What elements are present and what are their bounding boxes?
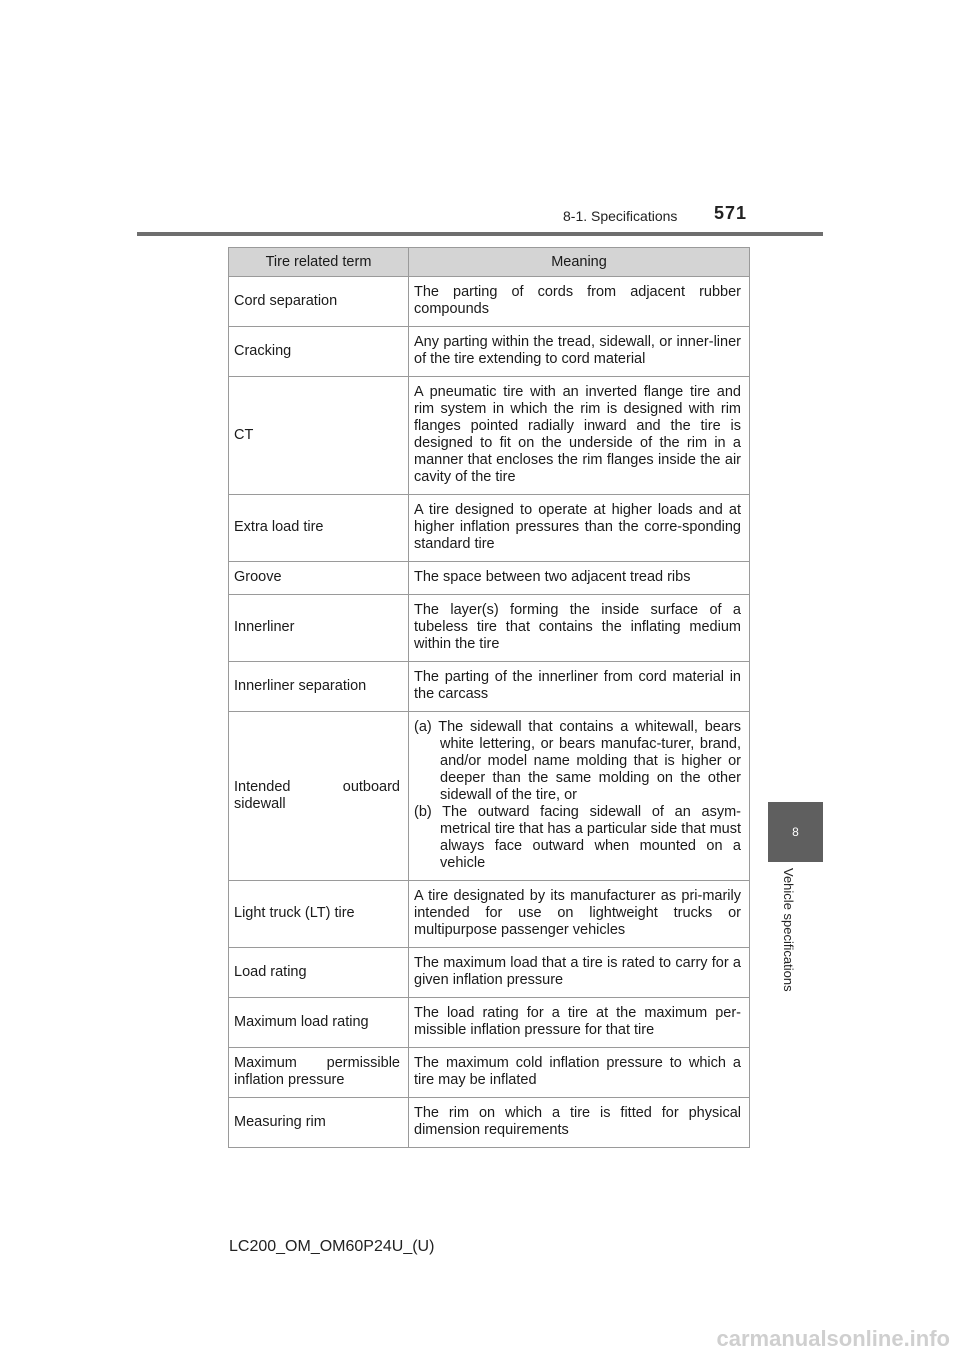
term-line: Intended outboard: [234, 778, 400, 795]
watermark: carmanualsonline.info: [716, 1326, 950, 1351]
column-header-meaning: Meaning: [409, 248, 750, 277]
term-cell: Cracking: [229, 327, 409, 377]
section-title: 8-1. Specifications: [563, 208, 678, 224]
term-cell: Innerliner separation: [229, 662, 409, 712]
term-line: Maximum permissible: [234, 1055, 400, 1071]
tire-terms-table: [228, 247, 750, 1148]
term-cell: Extra load tire: [229, 495, 409, 562]
term-line: inflation pressure: [234, 1072, 345, 1088]
term-cell: Maximum load rating: [229, 998, 409, 1048]
chapter-tab[interactable]: [768, 802, 823, 862]
table-row: [229, 1098, 750, 1148]
table-row: [229, 881, 750, 948]
table-row: [229, 562, 750, 595]
term-cell: Innerliner: [229, 595, 409, 662]
manual-code: LC200_OM_OM60P24U_(U): [229, 1238, 435, 1255]
meaning-cell: Any parting within the tread, sidewall, or inner-liner of the tire extending to cord material: [409, 327, 750, 377]
term-cell: [229, 1048, 409, 1098]
meaning-cell: The space between two adjacent tread ribs: [409, 562, 750, 595]
meaning-list-item: (b) The outward facing sidewall of an asym-metrical tire that has a particular side that must always face outward when mounted on a vehicle: [414, 804, 741, 871]
term-cell: Load rating: [229, 948, 409, 998]
meaning-cell: The parting of the innerliner from cord material in the carcass: [409, 662, 750, 712]
chapter-number: 8: [792, 825, 799, 839]
meaning-cell: A pneumatic tire with an inverted flange tire and rim system in which the rim is designed with rim flanges pointed radially inward and the tire is designed to fit on the underside of the rim in a manner that encloses the rim flanges inside the air cavity of the tire: [409, 377, 750, 495]
column-header-term: Tire related term: [229, 248, 409, 277]
meaning-cell: A tire designated by its manufacturer as pri-marily intended for use on lightweight trucks or multipurpose passenger vehicles: [409, 881, 750, 948]
chapter-title: Vehicle specifications: [781, 868, 796, 992]
meaning-cell: The parting of cords from adjacent rubber compounds: [409, 277, 750, 327]
term-cell: Light truck (LT) tire: [229, 881, 409, 948]
term-cell: Cord separation: [229, 277, 409, 327]
table-row: [229, 327, 750, 377]
meaning-cell: [409, 712, 750, 881]
term-cell: Groove: [229, 562, 409, 595]
term-cell: Measuring rim: [229, 1098, 409, 1148]
meaning-cell: A tire designed to operate at higher loads and at higher inflation pressures than the corre-sponding standard tire: [409, 495, 750, 562]
page-number: 571: [714, 203, 748, 223]
table-row: [229, 1048, 750, 1098]
table-header-row: [229, 248, 750, 277]
term-cell: [229, 712, 409, 881]
header-divider: [137, 232, 823, 236]
meaning-cell: The maximum cold inflation pressure to which a tire may be inflated: [409, 1048, 750, 1098]
table-row: [229, 277, 750, 327]
table-row: [229, 595, 750, 662]
meaning-list-item: (a) The sidewall that contains a whitewall, bears white lettering, or bears manufac-turer, brand, and/or model name molding that is higher or deeper than the same molding on the other sidewall of the tire, or: [414, 719, 741, 803]
table-row: [229, 948, 750, 998]
term-line: sidewall: [234, 795, 286, 812]
table-row: [229, 998, 750, 1048]
meaning-cell: The rim on which a tire is fitted for physical dimension requirements: [409, 1098, 750, 1148]
table-row: [229, 495, 750, 562]
table-row: [229, 662, 750, 712]
meaning-cell: The maximum load that a tire is rated to carry for a given inflation pressure: [409, 948, 750, 998]
table-row: [229, 377, 750, 495]
meaning-cell: The load rating for a tire at the maximum per-missible inflation pressure for that tire: [409, 998, 750, 1048]
meaning-cell: The layer(s) forming the inside surface of a tubeless tire that contains the inflating medium within the tire: [409, 595, 750, 662]
term-cell: CT: [229, 377, 409, 495]
table-row: [229, 712, 750, 881]
